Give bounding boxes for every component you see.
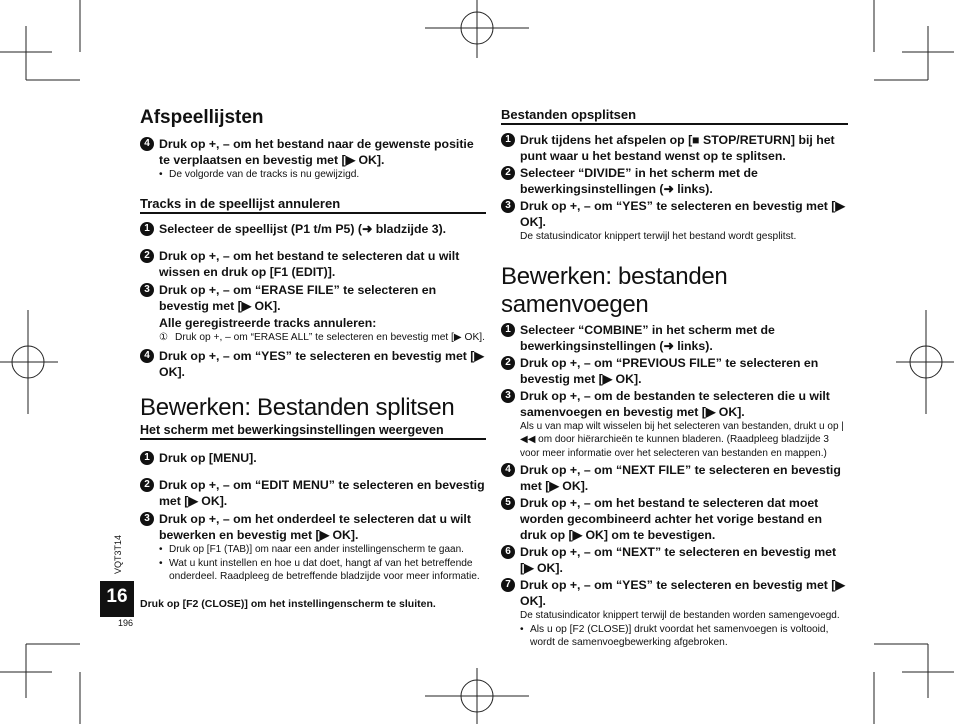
step-3-extra: Alle geregistreerde tracks annuleren:: [159, 315, 377, 330]
step-number: 5: [501, 496, 515, 510]
step-number: 4: [501, 463, 515, 477]
step-number: 6: [501, 545, 515, 559]
step-2: [140, 248, 486, 280]
step-number: 7: [501, 578, 515, 592]
close-note: Druk op [F2 (CLOSE)] om het instellingenscherm te sluiten.: [140, 597, 436, 610]
step-text: Druk op +, – om “PREVIOUS FILE” te selecteren en bevestig met [▶ OK].: [520, 355, 819, 386]
step-number: 3: [140, 512, 154, 526]
step-text: Druk op +, – om het onderdeel te selecteren dat u wilt bewerken en bevestig met [▶ OK].: [159, 512, 471, 542]
subheading-split: Bestanden opsplitsen: [501, 107, 848, 125]
heading-split-files: Bewerken: Bestanden splitsen: [140, 394, 455, 421]
edit-step-2: [140, 477, 486, 509]
step-text: Druk op +, – om het bestand te selecteren dat moet worden gecombineerd achter het vorige bestand en druk op [▶ OK] om te bevestigen.: [520, 496, 823, 542]
step-text: Druk op +, – om “NEXT FILE” te selecteren en bevestig met [▶ OK].: [520, 463, 841, 493]
step-text: Druk op +, – om “YES” te selecteren en bevestig met [▶ OK].: [159, 349, 484, 379]
combine-step-6: [501, 544, 848, 576]
step-text: Selecteer “DIVIDE” in het scherm met de bewerkingsinstellingen (➜ links).: [520, 166, 758, 196]
status-note: De statusindicator knippert terwijl de bestanden worden samengevoegd.: [520, 610, 840, 621]
step-number: 3: [501, 389, 515, 403]
step-move-file: [140, 136, 486, 168]
step-text: Selecteer de speellijst (P1 t/m P5) (➜ bladzijde 3).: [159, 221, 447, 236]
step-number: 1: [501, 133, 515, 147]
bullet-note: • De volgorde van de tracks is nu gewijzigd.: [159, 168, 486, 182]
note-text: Druk op +, – om “ERASE ALL” te selecteren en bevestig met [▶ OK].: [175, 331, 485, 343]
heading-combine-files: Bewerken: bestanden samenvoegen: [501, 262, 728, 318]
bullet-note: • Als u op [F2 (CLOSE)] drukt voordat het samenvoegen is voltooid, wordt de samenvoegbewerking afgebroken.: [520, 623, 848, 650]
step-text: Druk op +, – om “ERASE FILE” te selecteren en bevestig met [▶ OK].: [159, 282, 437, 313]
split-step-3: [501, 198, 848, 244]
step-1: [140, 221, 486, 237]
step-number: 3: [140, 283, 154, 297]
section-heading-playlists: Afspeellijsten: [140, 107, 264, 128]
bullet-note: • Druk op [F1 (TAB)] om naar een ander instellingenscherm te gaan.: [159, 543, 486, 557]
step-number: 1: [140, 451, 154, 465]
step-3: [140, 282, 486, 345]
step-text: Druk op +, – om “EDIT MENU” te selecteren en bevestig met [▶ OK].: [159, 478, 485, 508]
step-number: 4: [140, 137, 154, 151]
step-text: Druk op [MENU].: [159, 451, 257, 465]
subheading-cancel-tracks: Tracks in de speellijst annuleren: [140, 196, 486, 214]
page-number-small: 196: [118, 618, 134, 628]
page-number-tab: 16: [106, 586, 128, 607]
left-column: [140, 107, 486, 611]
combine-step-4: [501, 462, 848, 494]
combine-step-7: [501, 577, 848, 650]
step-text: Druk op +, – om het bestand naar de gewenste positie te verplaatsen en bevestig met [▶ OK].: [159, 137, 474, 167]
step-number: 2: [140, 478, 154, 492]
folder-note: Als u van map wilt wisselen bij het selecteren van bestanden, drukt u op |◀◀ om door hiërarchieën te kunnen bladeren. (Raadpleeg bladzijde 3 voor meer informatie over het selecteren van bestanden en mappen.): [520, 420, 844, 459]
step-number: 1: [140, 222, 154, 236]
edit-step-1: [140, 450, 486, 466]
step-text: Druk op +, – om de bestanden te selecteren die u wilt samenvoegen en bevestig met [▶ OK].: [520, 388, 830, 419]
edit-step-3: [140, 511, 486, 584]
subheading-settings-screen: Het scherm met bewerkingsinstellingen weergeven: [140, 423, 486, 440]
step-3-note: [159, 331, 486, 345]
step-text: Druk op +, – om “YES” te selecteren en bevestig met [▶ OK].: [520, 578, 845, 608]
step-number: 1: [501, 323, 515, 337]
combine-step-1: [501, 322, 848, 354]
status-note: De statusindicator knippert terwijl het bestand wordt gesplitst.: [520, 231, 797, 242]
note-marker: ①: [159, 331, 169, 343]
step-number: 2: [501, 356, 515, 370]
step-number: 4: [140, 349, 154, 363]
combine-step-5: [501, 495, 848, 543]
step-number: 3: [501, 199, 515, 213]
bullet-note: • Wat u kunt instellen en hoe u dat doet, hangt af van het betreffende onderdeel. Raadpleeg de betreffende bladzijde voor meer informatie.: [159, 557, 486, 584]
step-text: Druk op +, – om “YES” te selecteren en bevestig met [▶ OK].: [520, 199, 845, 229]
split-step-1: [501, 132, 848, 164]
combine-step-2: [501, 355, 848, 387]
step-text: Druk op +, – om het bestand te selecteren dat u wilt wissen en druk op [F1 (EDIT)].: [159, 248, 460, 279]
step-number: 2: [501, 166, 515, 180]
document-code: VQT3T14: [113, 534, 123, 574]
step-4: [140, 348, 486, 380]
step-text: Druk tijdens het afspelen op [■ STOP/RETURN] bij het punt waar u het bestand wenst op te splitsen.: [520, 133, 835, 163]
combine-step-3: [501, 388, 848, 461]
right-column: [501, 107, 848, 650]
step-text: Selecteer “COMBINE” in het scherm met de bewerkingsinstellingen (➜ links).: [520, 322, 775, 353]
step-number: 2: [140, 249, 154, 263]
split-step-2: [501, 165, 848, 197]
step-text: Druk op +, – om “NEXT” te selecteren en bevestig met [▶ OK].: [520, 545, 837, 575]
